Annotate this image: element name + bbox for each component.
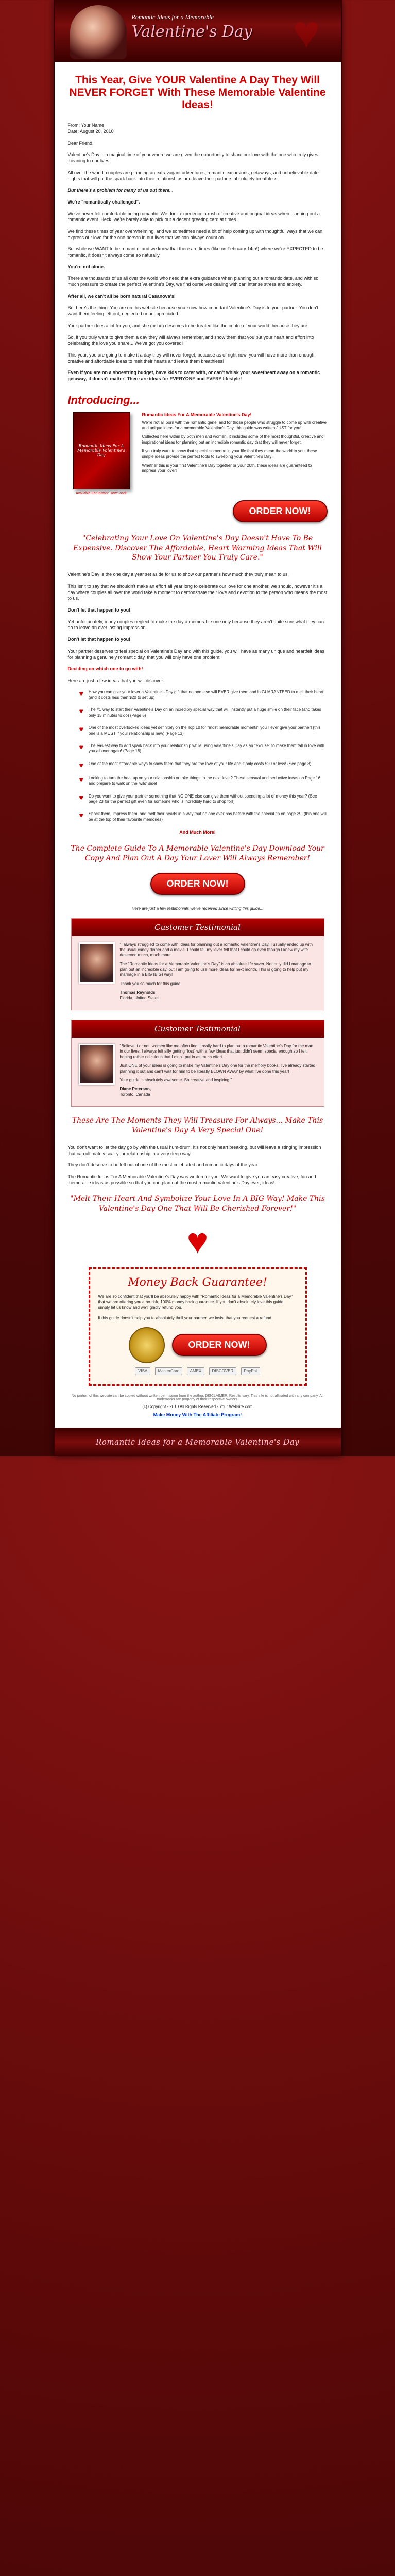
banner-line-1: Romantic Ideas for a Memorable bbox=[131, 13, 214, 21]
paragraph: We've never felt comfortable being romantic. We don't experience a rush of creative and original ideas when planning out a romantic event. Heck, we're barely able to pick out a decent greeting card at times. bbox=[67, 211, 320, 223]
paragraph: Yet unfortunately, many couples neglect to make the day a memorable one only because they aren't quite sure what they can do to leave an ever lasting impression. bbox=[67, 619, 324, 631]
order-now-button[interactable]: ORDER NOW! bbox=[172, 1334, 267, 1356]
moments-headline: These Are The Moments They Will Treasure For Always... Make This Valentine's Day A Very Special One! bbox=[72, 1116, 323, 1135]
page bbox=[54, 0, 342, 1456]
list-item bbox=[68, 811, 328, 822]
mastercard-icon: MasterCard bbox=[155, 1367, 183, 1375]
letter-body-1 bbox=[68, 141, 328, 382]
testimonial-body bbox=[72, 936, 324, 1005]
heart-bullet-icon: ♥ bbox=[79, 742, 83, 751]
paragraph: Valentine's Day is the one day a year set aside for us to show our partner's how much they truly mean to us. bbox=[67, 572, 289, 578]
paragraph: We find these times of year overwhelming, and we sometimes need a bit of help coming up with thoughtful ways that we can express our love for the one person in our lives that we can always count on. bbox=[67, 228, 323, 240]
testimonial-card bbox=[71, 918, 324, 1011]
product-section bbox=[68, 412, 328, 495]
customer-photo bbox=[79, 942, 115, 984]
disclaimer: No portion of this website can be copied without written permission from the author. DISCLAIMER: Results vary. This site is not affiliated with any company. All trademarks are property of their respective owners. bbox=[71, 1394, 324, 1401]
money-back-guarantee bbox=[89, 1267, 307, 1386]
paypal-icon: PayPal bbox=[241, 1367, 260, 1375]
heart-icon: ♥ bbox=[293, 7, 320, 58]
availability-note: Available For Instant Download! bbox=[76, 491, 127, 495]
list-item bbox=[68, 794, 328, 805]
product-description bbox=[142, 412, 328, 495]
list-item bbox=[68, 707, 328, 718]
heart-bullet-icon: ♥ bbox=[79, 793, 83, 802]
list-item-text: One of the most affordable ways to show them that they are the love of your life and it only costs $20 or less! (See page 8) bbox=[88, 761, 312, 766]
heart-bullet-icon: ♥ bbox=[79, 689, 83, 698]
paragraph: If you truly want to show that special someone in your life that they mean the world to you, these simple ideas provide the perfect tools to sweeping your Valentine's Day! bbox=[142, 449, 317, 459]
paragraph: This year, you are going to make it a day they will never forget, because as of right now, you will have more than enough creative and affordable ideas to melt their hearts and leave them breathless! bbox=[67, 352, 315, 364]
paragraph: Collected here within by both men and women, it includes some of the most thoughtful, creative and inspirational ideas for planning out an incredible romantic day that they will never forget. bbox=[142, 434, 324, 445]
paragraph: We are so confident that you'll be absolutely happy with "Romantic Ideas for a Memorable Valentine's Day" that we are offering you a no-risk, 100% money back guarantee. If you don't absolutely love this guide, simply let us know and we'll gladly refund you. bbox=[98, 1294, 293, 1310]
paragraph: Deciding on which one to go with! bbox=[67, 666, 143, 672]
testimonials-intro: Here are just a few testimonials we've received since writing this guide... bbox=[131, 906, 264, 911]
letter-body-3 bbox=[68, 1145, 328, 1186]
paragraph: After all, we can't all be born natural Casanova's! bbox=[67, 293, 176, 299]
heart-bullet-icon: ♥ bbox=[79, 725, 83, 734]
guarantee-title: Money Back Guarantee! bbox=[128, 1276, 267, 1290]
paragraph: You don't want to let the day go by with the usual hum-drum. It's not only heart breaking, but will leave a stinging impression that can ultimately scar your relationship in a very deep way. bbox=[67, 1144, 321, 1156]
paragraph: Even if you are on a shoestring budget, have kids to cater with, or can't whisk your sweetheart away on a romantic getaway, it doesn't matter! There are ideas for EVERYONE and EVERY lifestyle! bbox=[67, 370, 320, 381]
paragraph: Just ONE of your ideas is going to make my Valentine's Day one for the memory books! I've already started planning it out and can't wait for him to be literally BLOWN AWAY by what I've done this year! bbox=[119, 1063, 316, 1074]
paragraph: Valentine's Day is a magical time of year where we are given the opportunity to share our love with the one who truly gives meaning to our lives. bbox=[67, 152, 318, 164]
guarantee-seal-icon bbox=[129, 1327, 165, 1363]
product-title: Romantic Ideas For A Memorable Valentine's Day! bbox=[142, 412, 252, 417]
payment-cards bbox=[98, 1367, 297, 1375]
paragraph: We're "romantically challenged". bbox=[67, 199, 140, 205]
testimonial-text bbox=[120, 942, 317, 1005]
paragraph: All over the world, couples are planning an extravagant adventures, romantic excursions, getaways, and unbelievable date nights that will put the spark back into their relationships and leave their partners absolutely breathless. bbox=[67, 170, 319, 181]
affiliate-link[interactable]: Make Money With The Affiliate Program! bbox=[153, 1412, 242, 1417]
feature-list bbox=[68, 690, 328, 822]
visa-icon: VISA bbox=[135, 1367, 150, 1375]
order-area-1 bbox=[68, 500, 328, 522]
guarantee-order bbox=[98, 1327, 297, 1363]
paragraph: You're not alone. bbox=[67, 264, 105, 269]
melt-heart-headline: "Melt Their Heart And Symbolize Your Love In A BIG Way! Make This Valentine's Day One That Will Be Cherished Forever!" bbox=[70, 1195, 325, 1213]
letter-meta bbox=[68, 123, 328, 134]
paragraph: This isn't to say that we shouldn't make an effort all year long to celebrate our love for one another, we should, however it's a day where couples all over the world take a moment to demonstrate their love and devotion to the person who means the most to us. bbox=[67, 584, 328, 601]
paragraph: The "Romantic Ideas for a Memorable Valentine's Day" is an absolute life saver. Not only did I manage to plan out an incredible day, but I am going to use more ideas for next month. This is going to help put my marriage in a BIG (BIG) way! bbox=[119, 961, 311, 977]
testimonial-card bbox=[71, 1020, 324, 1107]
paragraph: The Romantic Ideas For A Memorable Valentine's Day was written for you. We want to give you an easy creative, fun and memorable ideas as possible so that you can plan out the most romantic Valentine's Day ever; ideas! bbox=[67, 1174, 316, 1185]
paragraph: Thank you so much for this guide! bbox=[119, 981, 182, 986]
heart-bullet-icon: ♥ bbox=[79, 707, 83, 716]
list-item-text: How you can give your lover a Valentine's Day gift that no one else will EVER give them and is GUARANTEED to melt their heart! (and it costs less than $20 to set up) bbox=[88, 689, 325, 700]
paragraph: Don't let that happen to you! bbox=[67, 607, 131, 613]
list-item bbox=[68, 743, 328, 754]
list-item bbox=[68, 690, 328, 701]
order-area-2 bbox=[68, 873, 328, 895]
heart-bullet-icon: ♥ bbox=[79, 775, 83, 784]
paragraph: But there's a problem for many of us out there... bbox=[67, 188, 174, 193]
customer-photo bbox=[79, 1044, 115, 1085]
footer-banner: Romantic Ideas for a Memorable Valentine's Day bbox=[55, 1428, 341, 1456]
testimonial-heading: Customer Testimonial bbox=[72, 1020, 324, 1038]
list-item-text: One of the most overlooked ideas yet definitely on the Top 10 for "most memorable moments" you'll ever give your partner! (this one is a MUST if your relationship is new) (Page 13) bbox=[88, 725, 321, 736]
list-item bbox=[68, 776, 328, 787]
list-item-text: Looking to turn the heat up on your relationship or take things to the next level? These sensual and seductive ideas on Page 16 and prepare to walk on the 'wild' side! bbox=[88, 775, 321, 786]
paragraph: We're not all born with the romantic gene, and for those people who struggle to come up with creative and unique ideas for a memorable Valentine's Day, this guide was written JUST for you! bbox=[142, 420, 327, 431]
paragraph: "I always struggled to come with ideas for planning out a romantic Valentine's Day. I usually ended up with the usual candy dinner and a movie. I could tell my lover felt that I could do even though I knew my wife deserved much, much more. bbox=[119, 942, 313, 958]
paragraph: Don't let that happen to you! bbox=[67, 637, 131, 642]
subheadline: "Celebrating Your Love On Valentine's Day Doesn't Have To Be Expensive. Discover The Affordable, Heart Warming Ideas That Will Show Your Partner You Truly Care." bbox=[73, 534, 322, 562]
list-item-text: Do you want to give your partner something that NO ONE else can give them without spending a lot of money this year? (See page 23 for the perfect gift even for someone who is incredibly hard to shop for!) bbox=[88, 793, 317, 804]
paragraph: They don't deserve to be left out of one of the most celebrated and romantic days of the year. bbox=[67, 1162, 259, 1168]
paragraph: Your partner deserves to feel special on Valentine's Day and with this guide, you will have as many unique and heartfelt ideas for planning a genuinely romantic day, that you will only have one problem: bbox=[67, 648, 325, 660]
paragraph: "Believe it or not, women like me often find it really hard to plan out a romantic Valentine's Day for the man in our lives. I always felt silly getting "lost" with a few ideas that just didn't seem special enough so I felt hoping rather ridiculous that I didn't put in as much effort. bbox=[119, 1044, 314, 1059]
testimonial-text bbox=[120, 1044, 317, 1101]
paragraph: So, if you truly want to give them a day they will always remember, and show them that you put your heart and effort into celebrating the love you share... We've got you covered! bbox=[67, 334, 314, 346]
order-now-button[interactable]: ORDER NOW! bbox=[150, 873, 245, 895]
list-item bbox=[68, 761, 328, 769]
paragraph: If this guide doesn't help you to absolutely thrill your partner, we insist that you request a refund. bbox=[98, 1316, 273, 1321]
list-item-text: Shock them, impress them, and melt their hearts in a way that no one ever has before with the special tip on page 29. (this one will be at the top of their favourite memories) bbox=[88, 811, 327, 822]
from-line: From: Your Name bbox=[67, 123, 105, 128]
main-content bbox=[55, 62, 341, 1428]
customer-location: Toronto, Canada bbox=[119, 1092, 150, 1097]
heart-bullet-icon: ♥ bbox=[79, 760, 83, 769]
product-box bbox=[68, 412, 135, 495]
page-headline: This Year, Give YOUR Valentine A Day They Will NEVER FORGET With These Memorable Valentine Ideas! bbox=[69, 74, 326, 111]
discover-icon: DISCOVER bbox=[209, 1367, 237, 1375]
copyright: (c) Copyright - 2010 All Rights Reserved - Your Website.com bbox=[142, 1404, 253, 1409]
download-headline: The Complete Guide To A Memorable Valentine's Day Download Your Copy And Plan Out A Day Your Lover Will Always Remember! bbox=[71, 844, 324, 862]
paragraph: Your partner does a lot for you, and she (or he) deserves to be treated like the centre of your world, because they are. bbox=[67, 323, 309, 328]
customer-location: Florida, United States bbox=[119, 995, 160, 1001]
list-item bbox=[68, 725, 328, 736]
customer-name: Diane Peterson, bbox=[119, 1087, 151, 1092]
letter-body-2 bbox=[68, 572, 328, 684]
introducing-heading: Introducing... bbox=[67, 393, 140, 406]
heart-icon: ♥ bbox=[186, 1221, 209, 1262]
paragraph: Here are just a few ideas that you will discover: bbox=[67, 677, 165, 683]
paragraph: But while we WANT to be romantic, and we know that there are times (like on February 14th!) where we're EXPECTED to be romantic, it doesn't always come so naturally. bbox=[67, 246, 323, 258]
paragraph: Dear Friend, bbox=[67, 140, 94, 146]
heart-bullet-icon: ♥ bbox=[79, 811, 83, 820]
paragraph: Whether this is your first Valentine's Day together or your 20th, these ideas are guaranteed to impress your lover! bbox=[142, 463, 312, 473]
header-banner bbox=[55, 0, 341, 62]
paragraph: But here's the thing. You are on this website because you know how important Valentine's Day is to your partner. You don't want them feeling left out, neglected or unappreciated. bbox=[67, 305, 318, 317]
list-item-text: The #1 way to start their Valentine's Day on an incredibly special way that will instantly put a huge smile on their face (and takes only 15 minutes to do) (Page 5) bbox=[88, 707, 321, 718]
paragraph: There are thousands of us all over the world who need that extra guidance when planning out a romantic date, and with so much pressure to create the perfect Valentine's Day, we find ourselves dealing with can intense stress and anxiety. bbox=[67, 276, 319, 287]
ebook-cover: Romantic Ideas For A Memorable Valentine's Day bbox=[73, 412, 130, 489]
testimonial-body bbox=[72, 1038, 324, 1101]
affiliate-link-wrap bbox=[68, 1412, 328, 1417]
paragraph: Your guide is absolutely awesome. So creative and inspiring!" bbox=[119, 1078, 232, 1082]
order-now-button[interactable]: ORDER NOW! bbox=[233, 500, 328, 522]
and-more-label: And Much More! bbox=[179, 829, 216, 835]
date-line: Date: August 20, 2010 bbox=[67, 129, 114, 134]
amex-icon: AMEX bbox=[187, 1367, 205, 1375]
customer-name: Thomas Reynolds bbox=[119, 990, 156, 995]
banner-line-2: Valentine's Day bbox=[131, 23, 252, 41]
list-item-text: The easiest way to add spark back into your relationship while using Valentine's Day as an "excuse" to make them fall in love with you all over again! (Page 18) bbox=[88, 743, 324, 754]
couple-image bbox=[70, 5, 127, 59]
testimonial-heading: Customer Testimonial bbox=[72, 919, 324, 936]
